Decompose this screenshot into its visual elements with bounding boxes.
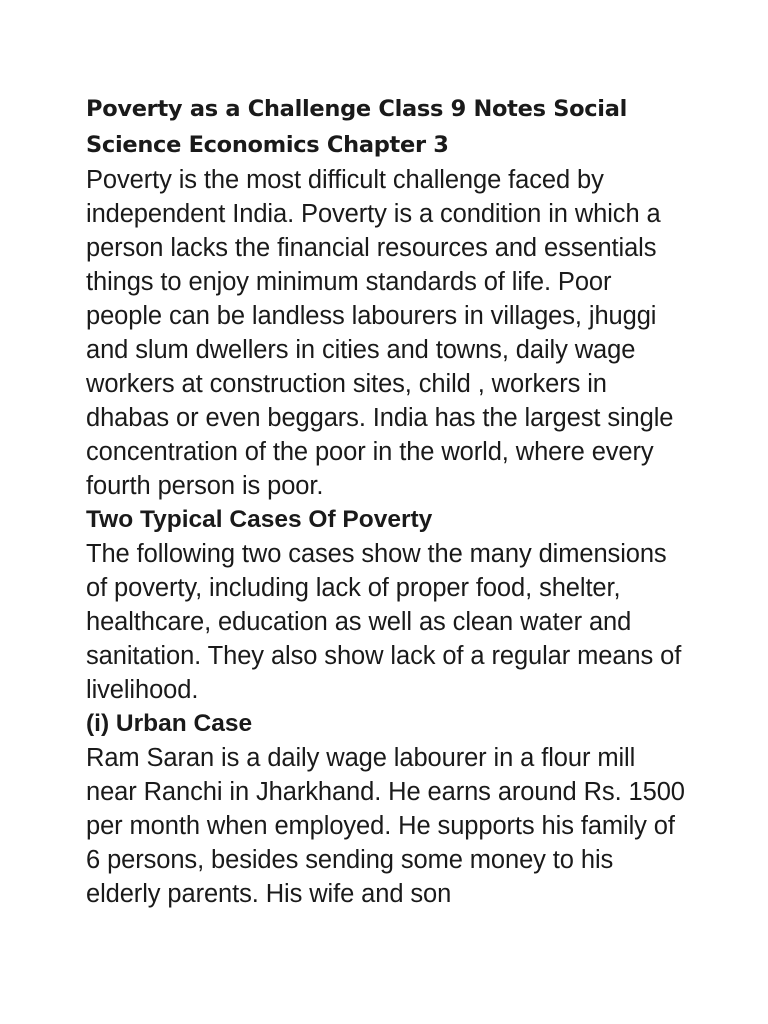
section-heading: Two Typical Cases Of Poverty	[86, 506, 433, 533]
subsection-heading: (i) Urban Case	[86, 710, 253, 737]
intro-paragraph: Poverty is the most difficult challenge faced by independent India. Poverty is a condition in which a person lacks the financial resources and essentials things to enjoy minimum standards of life. Poor people can be landless labourers in villages, jhuggi and slum dwellers in cities and towns, daily wage workers at construction sites, child , workers in dhabas or even beggars. India has the largest single concentration of the poor in the world, where every fourth person is poor.	[86, 166, 674, 500]
section-paragraph: The following two cases show the many dimensions of poverty, including lack of proper food, shelter, healthcare, education as well as clean water and sanitation. They also show lack of a regular means of livelihood.	[86, 540, 682, 704]
subsection-paragraph: Ram Saran is a daily wage labourer in a flour mill near Ranchi in Jharkhand. He earns around Rs. 1500 per month when employed. He supports his family of 6 persons, besides sending some money to his elderly parents. His wife and son	[86, 744, 685, 908]
document-page	[86, 91, 686, 911]
page-title: Poverty as a Challenge Class 9 Notes Social Science Economics Chapter 3	[86, 96, 628, 158]
